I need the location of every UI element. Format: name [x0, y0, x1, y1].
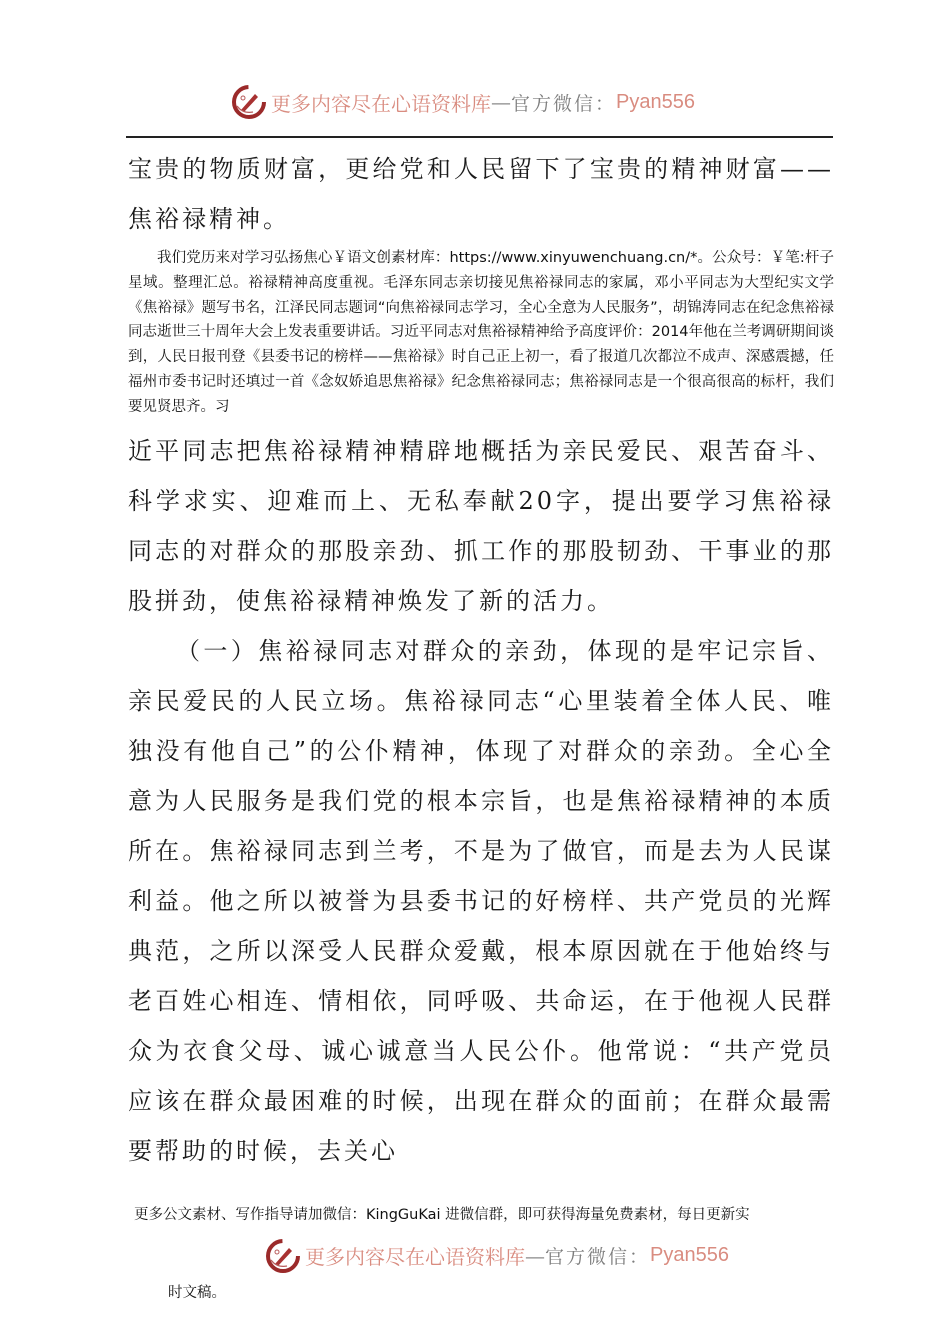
- watermark-official-label: 官方微信：: [545, 1246, 651, 1269]
- paragraph-text: 近平同志把焦裕禄精神精辟地概括为亲民爱民、艰苦奋斗、科学求实、迎难而上、无私奉献20字，提出要学习焦裕禄同志的对群众的那股亲劲、抓工作的那股韧劲、干事业的那股拼劲，使焦裕禄精神焕发了新的活力。: [128, 436, 834, 615]
- footer-watermark: [265, 1236, 950, 1276]
- paragraph-text: 宝贵的物质财富，更给党和人民留下了宝贵的精神财富——焦裕禄精神。: [128, 155, 834, 233]
- watermark-wechat-id: Pyan556: [616, 90, 695, 113]
- footer-note: 更多公文素材、写作指导请加微信：KingGuKai 进微信群，即可获得海量免费素材，每日更新实: [134, 1206, 750, 1223]
- watermark-official-label: 官方微信：: [511, 92, 617, 115]
- watermark-dash: —: [491, 90, 511, 114]
- watermark-brand: 更多内容尽在心语资料库: [305, 1245, 525, 1270]
- footer-note-tail: 时文稿。: [168, 1284, 226, 1301]
- paragraph-2: [128, 426, 834, 626]
- inserted-small-paragraph: [128, 246, 834, 420]
- header-divider: [126, 136, 833, 138]
- quill-logo-icon: [231, 84, 267, 120]
- quill-logo-icon: [265, 1238, 301, 1274]
- paragraph-continued: [128, 144, 834, 244]
- header-watermark: [231, 82, 950, 122]
- small-paragraph-text: 我们党历来对学习弘扬焦心￥语文创素材库：https://www.xinyuwenchuang.cn/*。公众号：￥笔:杆子星域。整理汇总。裕禄精神高度重视。毛泽东同志亲切接见焦裕禄同志的家属，邓小平同志为大型纪实文学《焦裕禄》题写书名，江泽民同志题词“向焦裕禄同志学习，全心全意为人民服务”，胡锦涛同志在纪念焦裕禄同志逝世三十周年大会上发表重要讲话。习近平同志对焦裕禄精神给予高度评价：2014年他在兰考调研期间谈到，人民日报刊登《县委书记的榜样——焦裕禄》时自己正上初一，看了报道几次都泣不成声、深感震撼，任福州市委书记时还填过一首《念奴娇追思焦裕禄》纪念焦裕禄同志；焦裕禄同志是一个很高很高的标杆，我们要见贤思齐。习: [128, 250, 834, 415]
- watermark-brand: 更多内容尽在心语资料库: [271, 91, 491, 116]
- paragraph-text: （一）焦裕禄同志对群众的亲劲，体现的是牢记宗旨、亲民爱民的人民立场。焦裕禄同志“心里装着全体人民、唯独没有他自己”的公仆精神，体现了对群众的亲劲。全心全意为人民服务是我们党的根本宗旨，也是焦裕禄精神的本质所在。焦裕禄同志到兰考，不是为了做官，而是去为人民谋利益。他之所以被誉为县委书记的好榜样、共产党员的光辉典范，之所以深受人民群众爱戴，根本原因就在于他始终与老百姓心相连、情相依，同呼吸、共命运，在于他视人民群众为衣食父母、诚心诚意当人民公仆。他常说：“共产党员应该在群众最困难的时候，出现在群众的面前；在群众最需要帮助的时候，去关心: [128, 636, 834, 1165]
- watermark-dash: —: [525, 1243, 545, 1268]
- paragraph-3: [128, 626, 834, 1176]
- watermark-wechat-id: Pyan556: [650, 1244, 729, 1267]
